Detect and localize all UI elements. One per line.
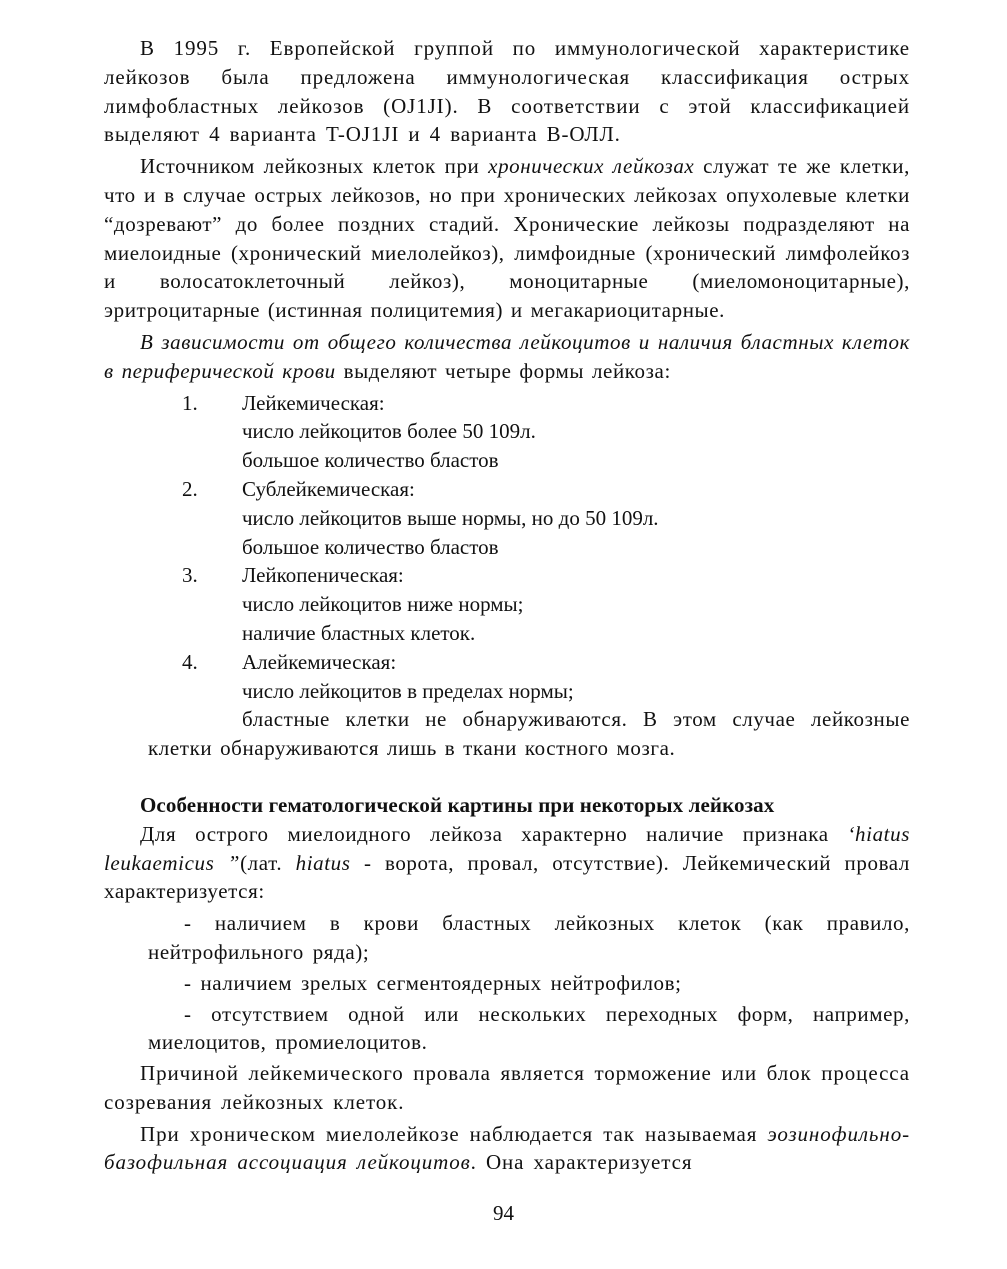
list-item: [104, 648, 910, 706]
paragraph-chronic-leukemia-body: служат те же клетки, что и в случае острых лейкозов, но при хронических лейкозах опухолевые клетки “дозревают” до более поздних стадий. Хронические лейкозы подразделяют на миелоидные (хронический миелолейкоз), лимфоидные (хронический лимфолейкоз и волосатоклеточный лейкоз), моноцитарные (миеломоноцитарные), эритроцитарные (истинная полицитемия) и мегакариоцитарные.: [104, 154, 910, 323]
list-item-line: число лейкоцитов более 50 109л.: [242, 419, 536, 444]
list-item: [104, 561, 910, 647]
dash-item: - наличием в крови бластных лейкозных клеток (как правило, нейтрофильного ряда);: [148, 911, 910, 964]
list-item-title: Лейкопеническая:: [242, 563, 404, 588]
list-item-number: 1.: [182, 390, 198, 415]
list-item-title: Алейкемическая:: [242, 649, 397, 674]
paragraph-classification: В 1995 г. Европейской группой по иммунологической характеристике лейкозов была предложена иммунологическая классификация острых лимфобластных лейкозов (OJ1JI). В соответствии с этой классификацией выделяют 4 варианта T-OJ1JI и 4 варианта В-ОЛЛ.: [104, 36, 910, 147]
list-item-number: 2.: [182, 476, 198, 501]
paragraph-forms-intro-italic: В зависимости от общего количества лейкоцитов и наличия бластных клеток в периферической крови: [104, 329, 910, 383]
paragraph-chronic-leukemia-intro: Источником лейкозных клеток при: [140, 154, 489, 179]
paragraph-forms-intro-tail: выделяют четыре формы лейкоза:: [335, 358, 671, 383]
list-item-title: Лейкемическая:: [242, 390, 385, 415]
list-item-line: большое количество бластов: [242, 448, 499, 473]
paragraph-hiatus: [104, 820, 910, 906]
paragraph-chronic-leukemia: [104, 152, 910, 325]
list-item-line: наличие бластных клеток.: [242, 620, 476, 645]
list-item-line: число лейкоцитов ниже нормы;: [242, 592, 524, 617]
list-item-line: число лейкоцитов выше нормы, но до 50 109л.: [242, 505, 659, 530]
section-heading: Особенности гематологической картины при некоторых лейкозах: [140, 792, 775, 817]
aleukemic-description: бластные клетки не обнаруживаются. В этом случае лейкозные клетки обнаруживаются лишь в ткани костного мозга.: [148, 707, 910, 761]
paragraph-hiatus-intro: Для острого миелоидного лейкоза характерно наличие признака: [140, 821, 848, 846]
paragraph-hiatus-latin: hiatus: [295, 850, 351, 875]
list-item: [104, 389, 910, 475]
list-item-line: большое количество бластов: [242, 534, 499, 559]
page-number: 94: [493, 1201, 514, 1225]
leukemia-forms-list: [104, 389, 910, 706]
list-item-title: Сублейкемическая:: [242, 476, 415, 501]
paragraph-cml: [104, 1120, 910, 1178]
dash-item: - отсутствием одной или нескольких переходных форм, например, миелоцитов, промиелоцитов.: [148, 1001, 910, 1055]
paragraph-cml-term: эозинофильно-базофильная ассоциация лейкоцитов: [104, 1121, 910, 1175]
paragraph-hiatus-term: ‘hiatus leukaemicus ”: [104, 821, 910, 875]
paragraph-cml-intro: При хроническом миелолейкозе наблюдается так называемая: [140, 1121, 768, 1146]
paragraph-cause: Причиной лейкемического провала является торможение или блок процесса созревания лейкозных клеток.: [104, 1061, 910, 1114]
list-item: [104, 475, 910, 561]
list-item-number: 4.: [182, 649, 198, 674]
paragraph-forms-intro: [104, 328, 910, 386]
paragraph-cml-tail: . Она характеризуется: [470, 1150, 693, 1175]
paragraph-hiatus-body: - ворота, провал, отсутствие). Лейкемический провал характеризуется:: [104, 850, 910, 904]
document-page: [104, 34, 910, 1180]
list-item-line: число лейкоцитов в пределах нормы;: [242, 678, 574, 703]
list-item-number: 3.: [182, 563, 198, 588]
paragraph-chronic-leukemia-term: хронических лейкозах: [488, 154, 695, 179]
paragraph-hiatus-middle: (лат.: [240, 850, 296, 875]
dash-item: - наличием зрелых сегментоядерных нейтрофилов;: [184, 970, 682, 995]
